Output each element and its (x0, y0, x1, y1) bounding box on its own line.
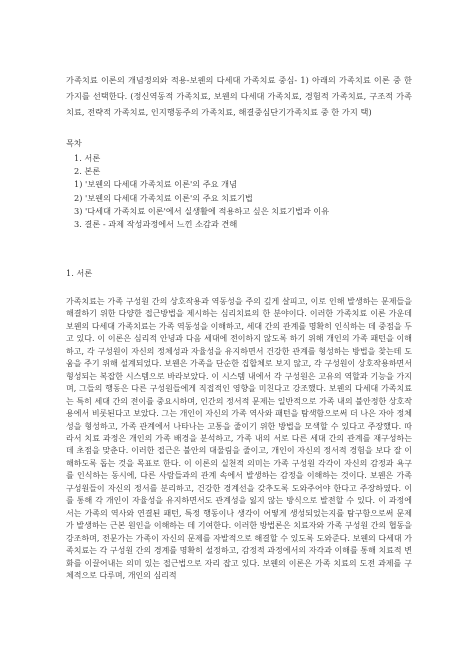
toc-item: 1) '보웬의 다세대 가족치료 이론'의 주요 개념 (74, 179, 237, 190)
toc-item: 2) '보웬의 다세대 가족치료 이론'의 주요 치료기법 (74, 192, 253, 203)
document-page (66, 72, 412, 231)
toc-item: 1. 서론 (74, 153, 101, 163)
table-of-contents (66, 152, 412, 231)
body-paragraph: 가족치료는 가족 구성원 간의 상호작용과 역동성을 주의 깊게 살피고, 이로 인해 발생하는 문제들을 해결하기 위한 다양한 접근방법을 제시하는 심리치료의 한 분야이다. 이러한 가족치료 이론 가운데 보웬의 다세대 가족치료는 가족 역동성을 이해하고, 세대 간의 관계를 명확히 인식하는 데 중점을 두고 있다. 이 이론은 심리적 안녕과 다음 세대에 전이하지 않도록 하기 위해 개인의 가족 패턴을 이해하고, 각 구성원이 자신의 정체성과 자율성을 유지하면서 건강한 관계를 형성하는 방법을 찾는데 도움을 주기 위해 설계되었다. 보웬은 가족을 단순한 집합체로 보지 않고, 각 구성원이 상호작용하면서 형성되는 복잡한 시스템으로 바라보았다. 이 시스템 내에서 각 구성원은 고유의 역할과 기능을 가지며, 그들의 행동은 다른 구성원들에게 직접적인 영향을 미친다고 강조했다. 보웬의 다세대 가족치료는 특히 세대 간의 전이를 중요시하며, 인간의 정서적 문제는 일반적으로 가족 내의 불안정한 상호작용에서 비롯된다고 보았다. 그는 개인이 자신의 가족 역사와 패턴을 탐색함으로써 더 나은 자아 정체성을 형성하고, 가족 관계에서 나타나는 고통을 줄이기 위한 방법을 모색할 수 있다고 주장했다. 따라서 치료 과정은 개인의 가족 배경을 분석하고, 가족 내의 서로 다른 세대 간의 관계를 재구성하는 데 초점을 맞춘다. 이러한 접근은 불안의 대물림을 줄이고, 개인이 자신의 정서적 경험을 보다 잘 이해하도록 돕는 것을 목표로 한다. 이 이론의 실천적 의미는 가족 구성원 각각이 자신의 감정과 욕구를 인식하는 동시에, 다른 사람들과의 관계 속에서 발생하는 감정을 이해하는 것이다. 보웬은 가족 구성원들이 자신의 정서를 분리하고, 건강한 경계선을 갖추도록 도와주어야 한다고 주장하였다. 이를 통해 각 개인이 자율성을 유지하면서도 관계성을 잃지 않는 방식으로 발전할 수 있다. 이 과정에서는 가족의 역사와 연결된 패턴, 특정 행동이나 생각이 어떻게 생성되었는지를 탐구함으로써 문제가 발생하는 근본 원인을 이해하는 데 기여한다. 이러한 방법론은 치료자와 가족 구성원 간의 협동을 강조하며, 전문가는 가족이 자신의 문제를 자발적으로 해결할 수 있도록 도와준다. 보웬의 다세대 가족치료는 각 구성원 간의 경계를 명확히 설정하고, 감정적 과정에서의 자각과 이해를 통해 치료적 변화를 이끌어내는 의미 있는 접근법으로 자리 잡고 있다. 보웬의 이론은 가족 치료의 도전 과제를 구체적으로 다루며, 개인의 심리적 (66, 297, 412, 580)
toc-item: 2. 본론 (74, 166, 101, 177)
section-heading-introduction: 1. 서론 (66, 268, 93, 278)
toc-heading: 목차 (66, 138, 82, 148)
document-title: 가족치료 이론의 개념정의와 적용-보웬의 다세대 가족치료 중심- 1) 아래의 가족치료 이론 중 한 가지를 선택한다. (정신역동적 가족치료, 보웬의 다세대 가족치료, 경험적 가족치료, 구조적 가족치료, 전략적 가족치료, 인지행동주의 가족치료, 해결중심단기가족치료 중 한 가지 택) (66, 75, 412, 117)
toc-item: 3) '다세대 가족치료 이론'에서 실생활에 적용하고 싶은 치료기법과 이유 (74, 205, 330, 216)
toc-item: 3. 결론 - 과제 작성과정에서 느낀 소감과 견해 (74, 219, 238, 230)
